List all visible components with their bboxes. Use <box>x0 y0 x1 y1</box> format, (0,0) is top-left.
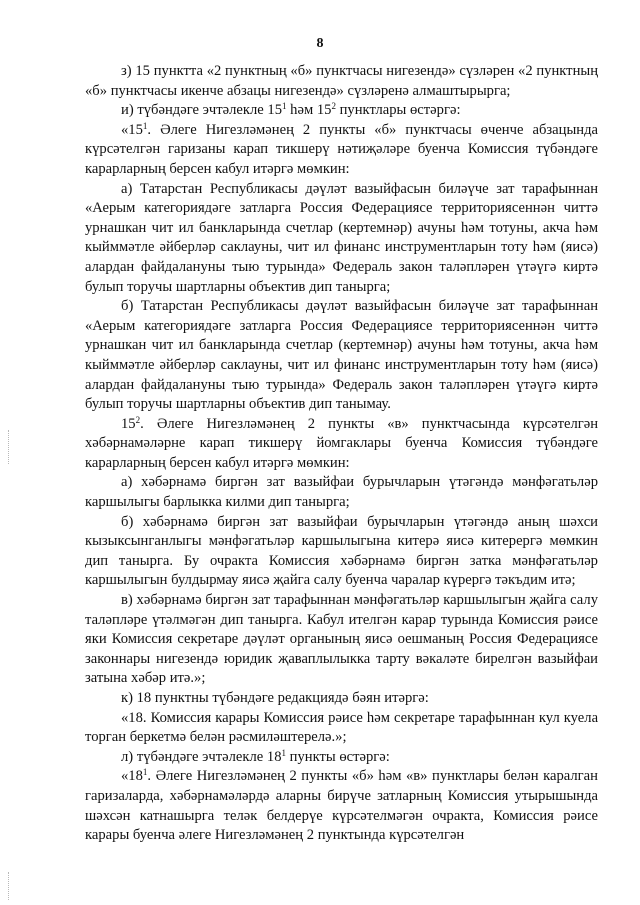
paragraph-l: л) түбәндәге эчтәлекле $18^1$ пункты өстәргә: <box>121 747 390 765</box>
paragraph-15-2-b: б) хәбәрнамә биргән зат вазыйфаи бурычларын үтәгәндә аның шәхси кызыксынганлыгы мәнфәгатьләр каршылыгына китерә яисә китерергә мөмкин дип танырга. Бу очракта Комиссия хәбәрнамә биргән затка мәнфәгатьләр каршылыгын булдырмау яисә җайга салу буенча чаралар күрергә тәкъдим итә; <box>85 513 598 589</box>
scan-edge-mark <box>8 872 10 900</box>
paragraph-18-1: «$18^1$. Әлеге Нигезләмәнең 2 пункты «б» һәм «в» пунктлары белән каралган гаризаларда, хәбәрнамәләрдә аларны бирүче затларның Комиссия утырышында шәхсән катнашырга теләк белдерүе күрсәтелмәгән очракта, Комиссия рәисе карары буенча әлеге Нигезләмәнең 2 пунктында күрсәтелгән <box>85 767 598 844</box>
page-number: 8 <box>316 36 324 51</box>
scan-edge-mark <box>8 430 10 464</box>
paragraph-15-2-a: а) хәбәрнамә биргән зат вазыйфаи бурычларын үтәгәндә мәнфәгатьләр каршылыгы барлыкка килми дип танырга; <box>85 474 598 511</box>
paragraph-15-1-b: б) Татарстан Республикасы дәүләт вазыйфасын биләүче зат тарафыннан «Аерым категориядәге затларга Россия Федерациясе территориясеннән читтә урнашкан чит ил банкларында счетлар (кертемнәр) ачуны һәм тотуны, акча һәм кыйммәтле әйберләр саклауны, чит ил финанс инструментларын тоту һәм (яисә) алардан файдалануны тыю турында» Федераль закон таләпләрен үтәүгә киртә булып торучы шартларны объектив дип танымау. <box>85 298 599 413</box>
paragraph-18: «18. Комиссия карары Комиссия рәисе һәм секретаре тарафыннан кул куела торган беркетмә белән рәсмиләштерелә.»; <box>85 709 599 746</box>
paragraph-15-1: «$15^1$. Әлеге Нигезләмәнең 2 пункты «б» пунктчасы өченче абзацында күрсәтелгән гаризаны карап тикшерү нәтиҗәләре буенча Комиссия түбәндәге карарларның берсен кабул итәргә мөмкин: <box>85 120 598 177</box>
paragraph-k: к) 18 пунктны түбәндәге редакциядә бәян итәргә: <box>121 690 429 706</box>
paragraph-15-2: $15^2$. Әлеге Нигезләмәнең 2 пункты «в» пунктчасында күрсәтелгән хәбәрнамәләрне карап тикшерү йомгаклары буенча Комиссия түбәндәге карарларның берсен кабул итәргә мөмкин: <box>85 414 599 471</box>
paragraph-15-2-v: в) хәбәрнамә биргән зат тарафыннан мәнфәгатьләр каршылыгын җайга салу таләпләре үтәлмәгән дип танырга. Кабул ителгән карар турында Комиссия рәисе яки Комиссия секретаре дәүләт органының яисә оешманың Россия Федерациясе законнары нигезендә юридик җаваплылыкка тарту вәкаләте бирелгән вазыйфаи затына хәбәр итә.»; <box>85 592 598 687</box>
paragraph-15-1-a: а) Татарстан Республикасы дәүләт вазыйфасын биләүче зат тарафыннан «Аерым категориядәге затларга Россия Федерациясе территориясеннән читтә урнашкан чит ил банкларында счетлар (кертемнәр) ачуны һәм тотуны, акча һәм кыйммәтле әйберләр саклауны, чит ил финанс инструментларын тоту һәм (яисә) алардан файдалануны тыю турында» Федераль закон таләпләрен үтәүгә киртә булып торучы шартларны объектив дип танырга; <box>85 180 599 295</box>
document-body <box>85 62 598 846</box>
paragraph-z: з) 15 пунктта «2 пунктның «б» пунктчасы нигезендә» сүзләрен «2 пунктның «б» пунктчасы икенче абзацы нигезендә» сүзләренә алмаштырырга; <box>85 63 598 99</box>
paragraph-i: и) түбәндәге эчтәлекле $15^1$ һәм $15^2$ пунктлары өстәргә: <box>121 101 461 119</box>
